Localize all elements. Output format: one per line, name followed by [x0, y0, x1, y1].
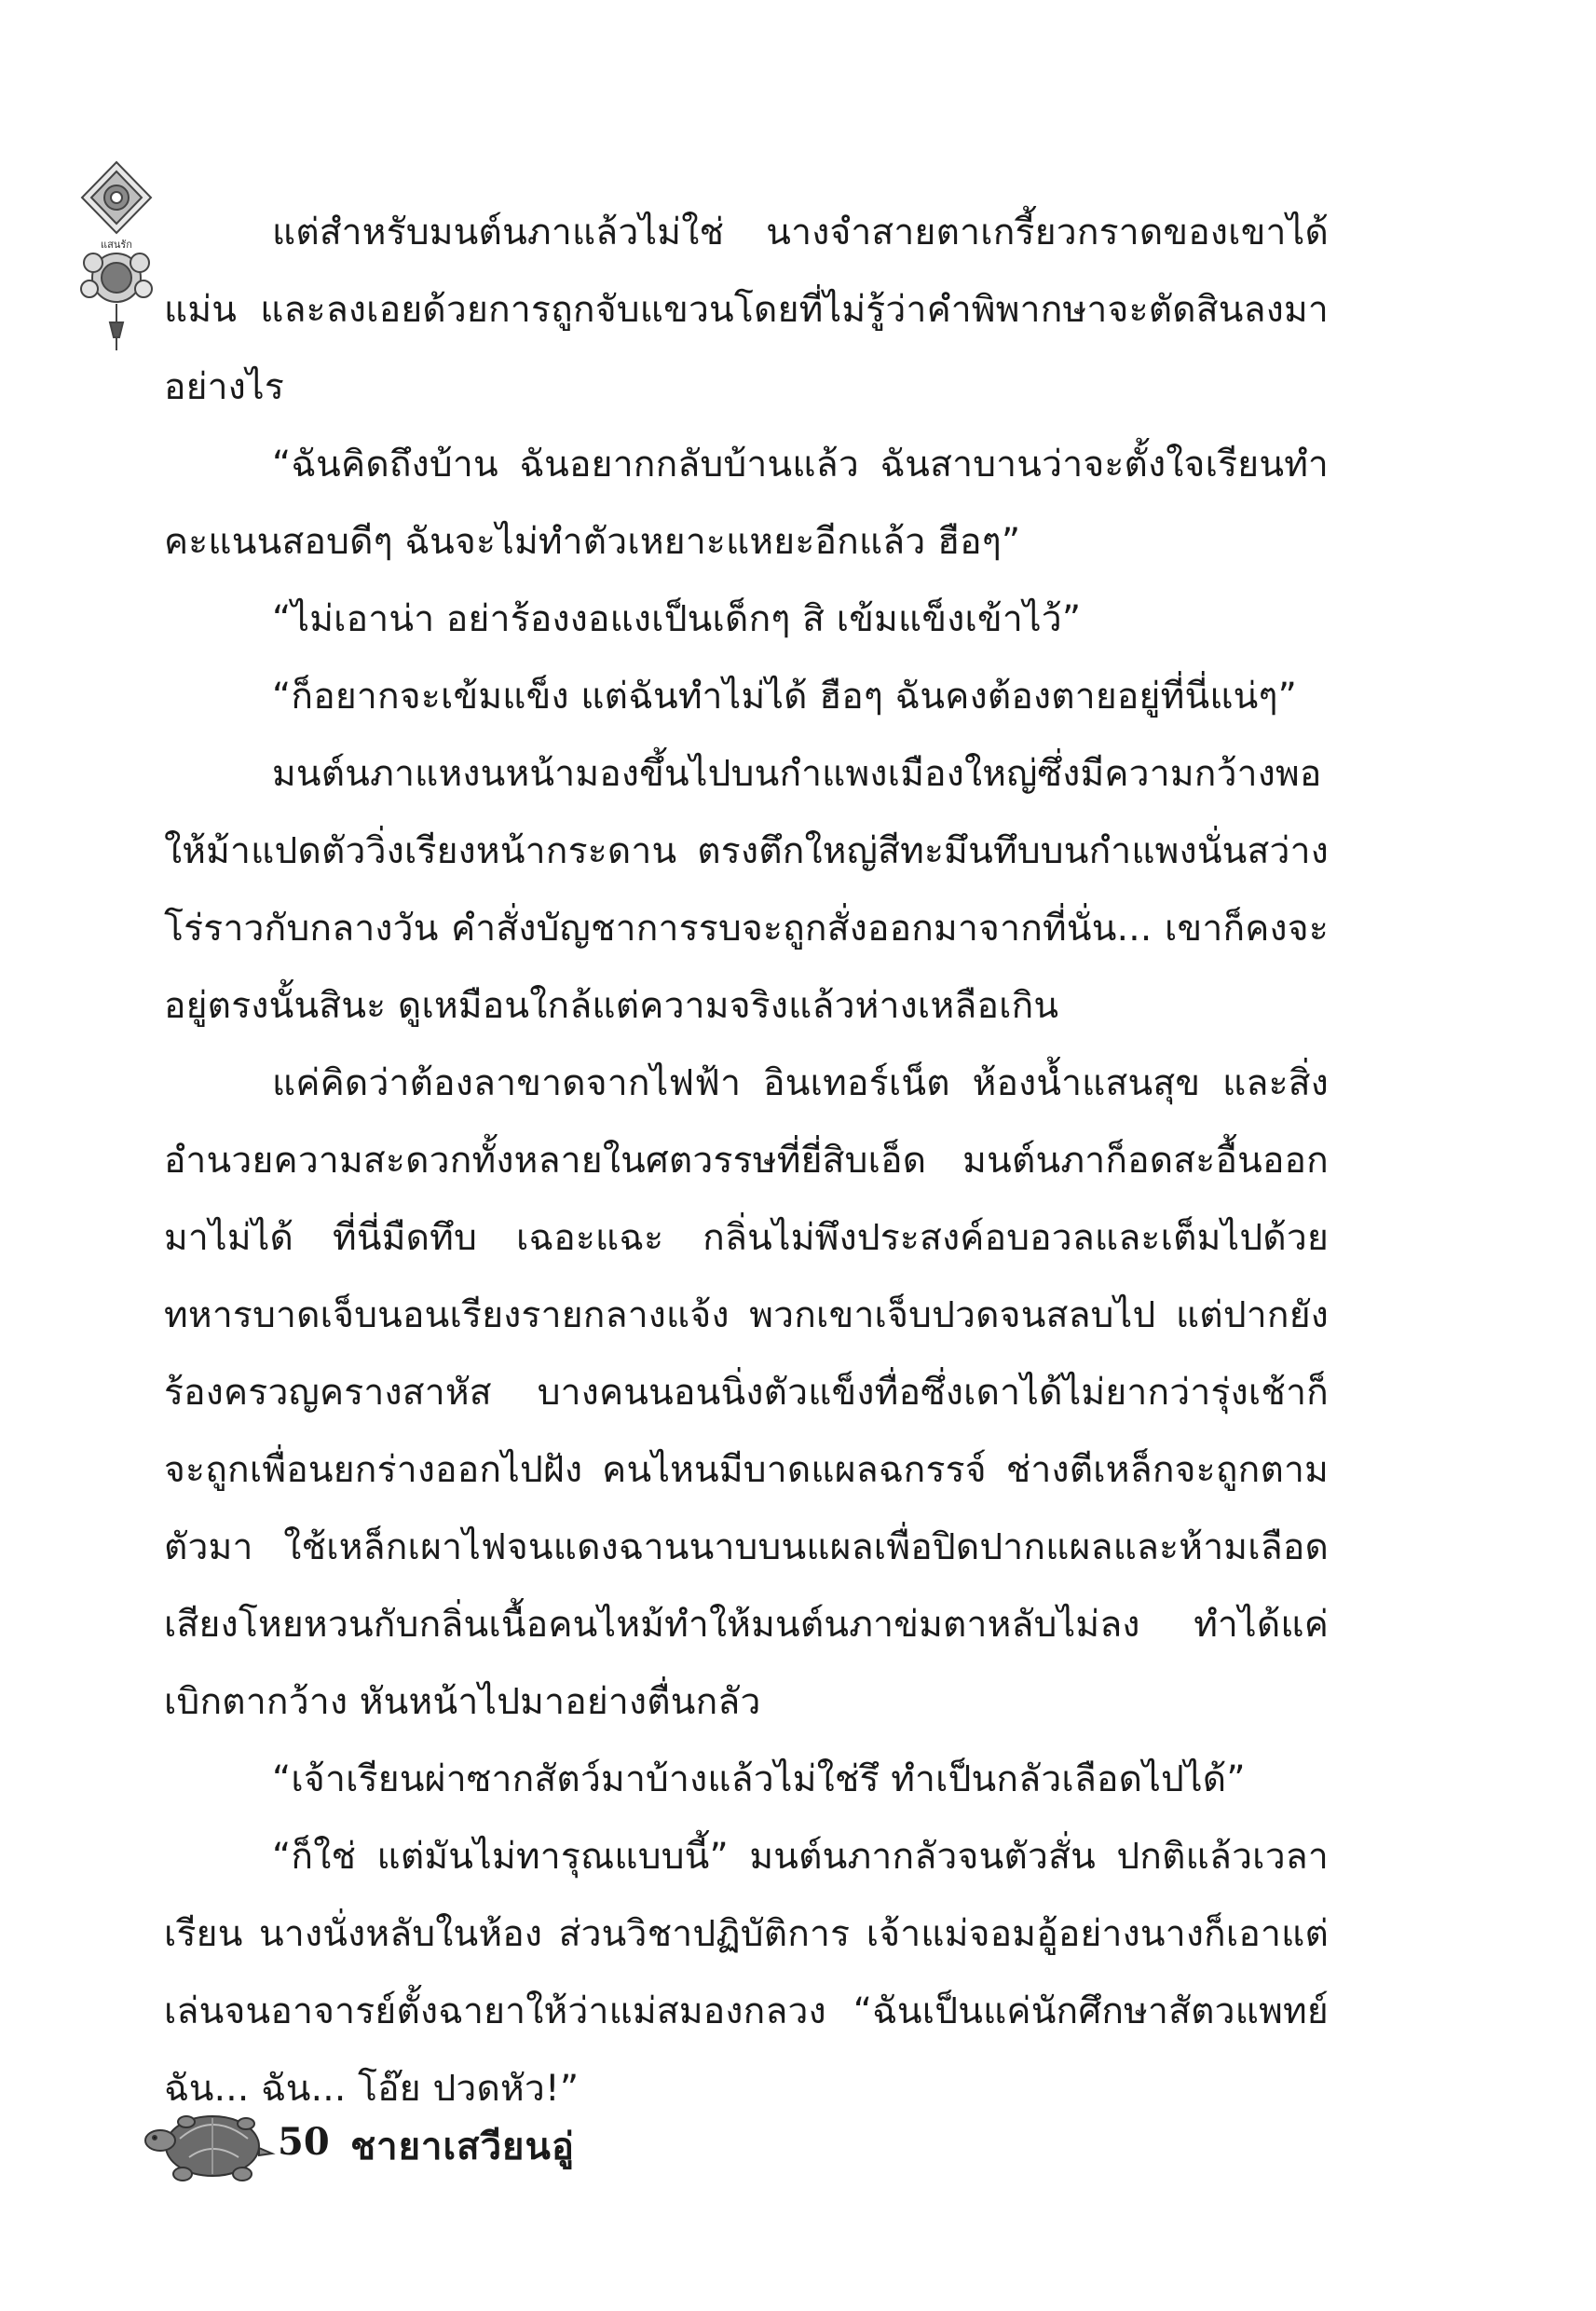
paragraph-3: “ไม่เอาน่า อย่าร้องงอแงเป็นเด็กๆ สิ เข้มแข็งเข้าไว้”	[272, 598, 1082, 640]
paragraph-1: แต่สำหรับมนต์นภาแล้วไม่ใช่ นางจำสายตาเกรี้ยวกราดของเขาได้แม่น และลงเอยด้วยการถูกจับแขวนโดยที่ไม่รู้ว่าคำพิพากษาจะตัดสินลงมาอย่างไร	[164, 212, 1329, 408]
page-number: 50	[278, 2120, 330, 2164]
ornament-label: แสนรัก	[101, 239, 132, 251]
paragraph-4: “ก็อยากจะเข้มแข็ง แต่ฉันทำไม่ได้ ฮือๆ ฉันคงต้องตายอยู่ที่นี่แน่ๆ”	[272, 676, 1298, 718]
paragraph-5: มนต์นภาแหงนหน้ามองขึ้นไปบนกำแพงเมืองใหญ่ซึ่งมีความกว้างพอให้ม้าแปดตัววิ่งเรียงหน้ากระดาน ตรงตึกใหญ่สีทะมึนทึบบนกำแพงนั่นสว่างโร่ราวกับกลางวัน คำสั่งบัญชาการรบจะถูกสั่งออกมาจากที่นั่น... เขาก็คงจะอยู่ตรงนั้นสินะ ดูเหมือนใกล้แต่ความจริงแล้วห่างเหลือเกิน	[164, 753, 1329, 1027]
ornament-emblem-icon	[65, 158, 168, 354]
book-title: ชายาเสวียนอู่	[350, 2126, 575, 2168]
paragraph-8: “ก็ใช่ แต่มันไม่ทารุณแบบนี้” มนต์นภากลัวจนตัวสั่น ปกติแล้วเวลาเรียน นางนั่งหลับในห้อง ส่วนวิชาปฏิบัติการ เจ้าแม่จอมอู้อย่างนางก็เอาแต่เล่นจนอาจารย์ตั้งฉายาให้ว่าแม่สมองกลวง “ฉันเป็นแค่นักศึกษาสัตวแพทย์ ฉัน... ฉัน... โอ๊ย ปวดหัว!”	[164, 1836, 1329, 2110]
page-footer	[138, 2092, 883, 2195]
body-text	[164, 194, 1329, 2127]
paragraph-6: แค่คิดว่าต้องลาขาดจากไฟฟ้า อินเทอร์เน็ต ห้องน้ำแสนสุข และสิ่งอำนวยความสะดวกทั้งหลายในศตวรรษที่ยี่สิบเอ็ด มนต์นภาก็อดสะอื้นออกมาไม่ได้ ที่นี่มืดทึบ เฉอะแฉะ กลิ่นไม่พึงประสงค์อบอวลและเต็มไปด้วยทหารบาดเจ็บนอนเรียงรายกลางแจ้ง พวกเขาเจ็บปวดจนสลบไป แต่ปากยังร้องครวญครางสาหัส บางคนนอนนิ่งตัวแข็งทื่อซึ่งเดาได้ไม่ยากว่ารุ่งเช้าก็จะถูกเพื่อนยกร่างออกไปฝัง คนไหนมีบาดแผลฉกรรจ์ ช่างตีเหล็กจะถูกตามตัวมา ใช้เหล็กเผาไฟจนแดงฉานนาบบนแผลเพื่อปิดปากแผลและห้ามเลือด เสียงโหยหวนกับกลิ่นเนื้อคนไหม้ทำให้มนต์นภาข่มตาหลับไม่ลง ทำได้แค่เบิกตากว้าง หันหน้าไปมาอย่างตื่นกลัว	[164, 1062, 1329, 1723]
turtle-icon	[138, 2092, 278, 2195]
paragraph-7: “เจ้าเรียนผ่าซากสัตว์มาบ้างแล้วไม่ใช่รึ ทำเป็นกลัวเลือดไปได้”	[272, 1758, 1246, 1800]
paragraph-2: “ฉันคิดถึงบ้าน ฉันอยากกลับบ้านแล้ว ฉันสาบานว่าจะตั้งใจเรียนทำคะแนนสอบดีๆ ฉันจะไม่ทำตัวเหยาะแหยะอีกแล้ว ฮือๆ”	[164, 444, 1329, 563]
